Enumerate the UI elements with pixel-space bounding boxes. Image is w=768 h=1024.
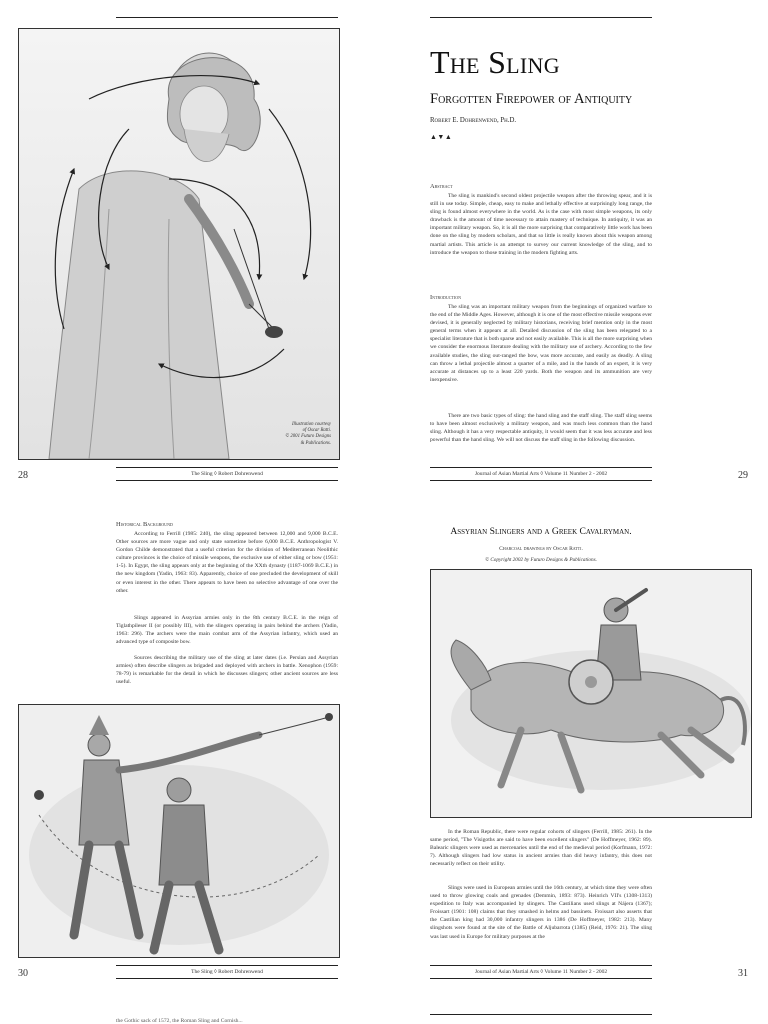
top-rule-right: [430, 17, 652, 18]
footer-right-text: Journal of Asian Martial Arts ◊ Volume 11 Number 2 - 2002: [474, 471, 608, 477]
page-number-30: 30: [18, 968, 28, 979]
footer-rule-left: [116, 467, 338, 468]
sling-figure-illustration: [18, 28, 340, 460]
credit-line: & Publications.: [300, 440, 331, 446]
historical-paragraph-3: Sources describing the military use of the sling at later dates (i.e. Persian and Assyrian armies) often describe slingers as brigaded and deployed with archers in battle. Xenophon (1959: 78-79) is remarkable for the detail in which he discusses slingers; other ancient sources are less useful.: [116, 655, 338, 686]
introduction-paragraph-2: There are two basic types of sling: the hand sling and the staff sling. The staff sling seems to have been almost exclusively a military weapon, and was much less common than the hand sling. Although it has a very respectable antiquity, it would seem that it was less accurate and less powerful than the hand sling. We will not discuss the staff sling in the following discussion.: [430, 413, 652, 444]
footer-bottom-rule-left: [116, 480, 338, 481]
page-number-31: 31: [738, 968, 748, 979]
footer-left-text: The Sling ◊ Robert Dohrenwend: [191, 471, 263, 477]
roman-paragraph: In the Roman Republic, there were regular cohorts of slingers (Ferrill, 1985: 261). In the same period, "The Visigoths are said to have been excellent slingers" (De Hoffmeyer, 1962: 89). Balearic slingers were used as mercenaries until the end of the medieval period (Korfmann, 1972: 7). Although slingers had low status in ancient armies than did heavy infantry, this does not necessarily reflect on their utility.: [430, 829, 652, 868]
footer-rule-left-2: [116, 965, 338, 966]
introduction-paragraph-1: The sling was an important military weapon from the beginnings of organized warfare to the end of the Middle Ages. However, although it is one of the most effective missile weapons ever devised, it is generally neglected by military historians, receiving brief mention only in the most general terms when it appears at all. Detailed discussion of the sling has been relegated to a specialist literature that is both sparse and not easily available. This is all the more surprising when we consider the enormous literature dealing with the military use of archery. According to the few available studies, the sling out-ranged the bow, was more accurate, and easily as deadly. A sling can throw a lethal projectile almost a quarter of a mile, and in the hands of an expert, it is very accurate at distances up to a least 220 yards. Both the weapon and its ammunition are very inexpensive.: [430, 304, 652, 383]
assyrian-slingers-illustration: [18, 704, 340, 958]
next-page-text-fragment: the Gothic sack of 1572, the Roman Sling and Cornish...: [116, 1018, 243, 1024]
introduction-heading: Introduction: [430, 294, 462, 301]
figure-caption-title: Assyrian Slingers and a Greek Cavalryman.: [450, 526, 632, 537]
footer-bottom-rule-right: [430, 480, 652, 481]
abstract-text: The sling is mankind's second oldest projectile weapon after the throwing spear, and it is still in use today. Simple, cheap, easy to make and lethally effective at surprisingly long range, the sling is found almost everywhere in the world. As is the case with most simple weapons, its only drawback is the amount of time necessary to attain mastery of technique. In antiquity, it was an important military weapon. So, it is all the more surprising that comparatively little work has been done on the sling by modern scholars, and that so little is really known about this weapon among martial artists. This article is an attempt to survey our current knowledge of the sling, and to introduce the weapon to those training in the modern fighting arts.: [430, 193, 652, 256]
top-rule-left: [116, 17, 338, 18]
illustration-credit: [286, 422, 331, 447]
page-number-29: 29: [738, 470, 748, 481]
footer-rule-right: [430, 467, 652, 468]
footer-left-text-2: The Sling ◊ Robert Dohrenwend: [191, 969, 263, 975]
historical-background-heading: Historical Background: [116, 521, 173, 528]
figure-caption-credit: Charcoal drawings by Oscar Ratti.: [499, 546, 583, 552]
footer-bottom-rule-right-2: [430, 978, 652, 979]
footer-rule-right-2: [430, 965, 652, 966]
historical-paragraph-1: According to Ferrill (1985: 240), the sling appeared between 12,000 and 9,000 B.C.E. Other sources are more vague and only state sometime before 6,000 B.C.E. Anthropologist V. Gordon Childe demonstrated that a useful criterion for the division of Mediterranean Neolithic culture provinces is the choice of missile weapons, the exclusive use of either sling or bow (1951: 1-5). In Egypt, the sling appears only at the beginning of the XXth dynasty (1187-1069 B.C.E.) in the new kingdom (Yadin, 1963: 83). Apparently, choice of one precluded the development of skill or even interest in the other. There appears to have been no selective advantage of one over the other.: [116, 531, 338, 594]
article-subtitle: Forgotten Firepower of Antiquity: [430, 91, 633, 107]
footer-right-text-2: Journal of Asian Martial Arts ◊ Volume 11 Number 2 - 2002: [474, 969, 608, 975]
article-author: Robert E. Dohrenwend, Ph.D.: [430, 117, 517, 124]
abstract-heading: Abstract: [430, 183, 453, 190]
slinger-drawing: [19, 29, 339, 459]
page-number-28: 28: [18, 470, 28, 481]
credit-line: of Oscar Ratti.: [302, 428, 331, 434]
top-rule-right-3: [430, 1014, 652, 1015]
credit-line: © 2001 Futuro Designs: [285, 434, 331, 440]
sling-pouch: [265, 326, 283, 338]
footer-bottom-rule-left-2: [116, 978, 338, 979]
european-paragraph: Slings were used in European armies until the 16th century, at which time they were often used to throw glowing coals and grenades (Demmin, 1893: 873). Heinrich VII's (1308-1313) expedition to Italy was accompanied by slingers. The Castilians used slings at Nájera (1367); Froissart (1901: 108) claims that they smashed in helms and bassinets. Froissart also asserts that the Castilian king had 30,000 infantry slingers in 1386 (De Hoffmeyer, 1982: 213). Many slingshots were found at the site of the Battle of Aljubarrota (1385) (Reid, 1976: 21). The sling was last used in Europe for military purposes at the: [430, 885, 652, 940]
title-ornament: ▲▼▲: [430, 133, 453, 141]
historical-paragraph-2: Slings appeared in Assyrian armies only in the 8th century B.C.E. in the reign of Tiglathpileser II (or possibly III), with the slingers operating in pairs behind the archers (Yadin, 1963: 296). The archers were the main combat arm of the Assyrian infantry, which used an advanced type of composite bow.: [116, 615, 338, 646]
greek-cavalryman-drawing: [431, 570, 751, 817]
article-title: The Sling: [430, 44, 560, 80]
figure-caption-copyright: © Copyright 2002 by Futuro Designs & Publications.: [485, 557, 597, 563]
greek-cavalryman-illustration: [430, 569, 752, 818]
assyrian-slingers-drawing: [19, 705, 339, 957]
credit-line: Illustration courtesy: [291, 421, 331, 427]
